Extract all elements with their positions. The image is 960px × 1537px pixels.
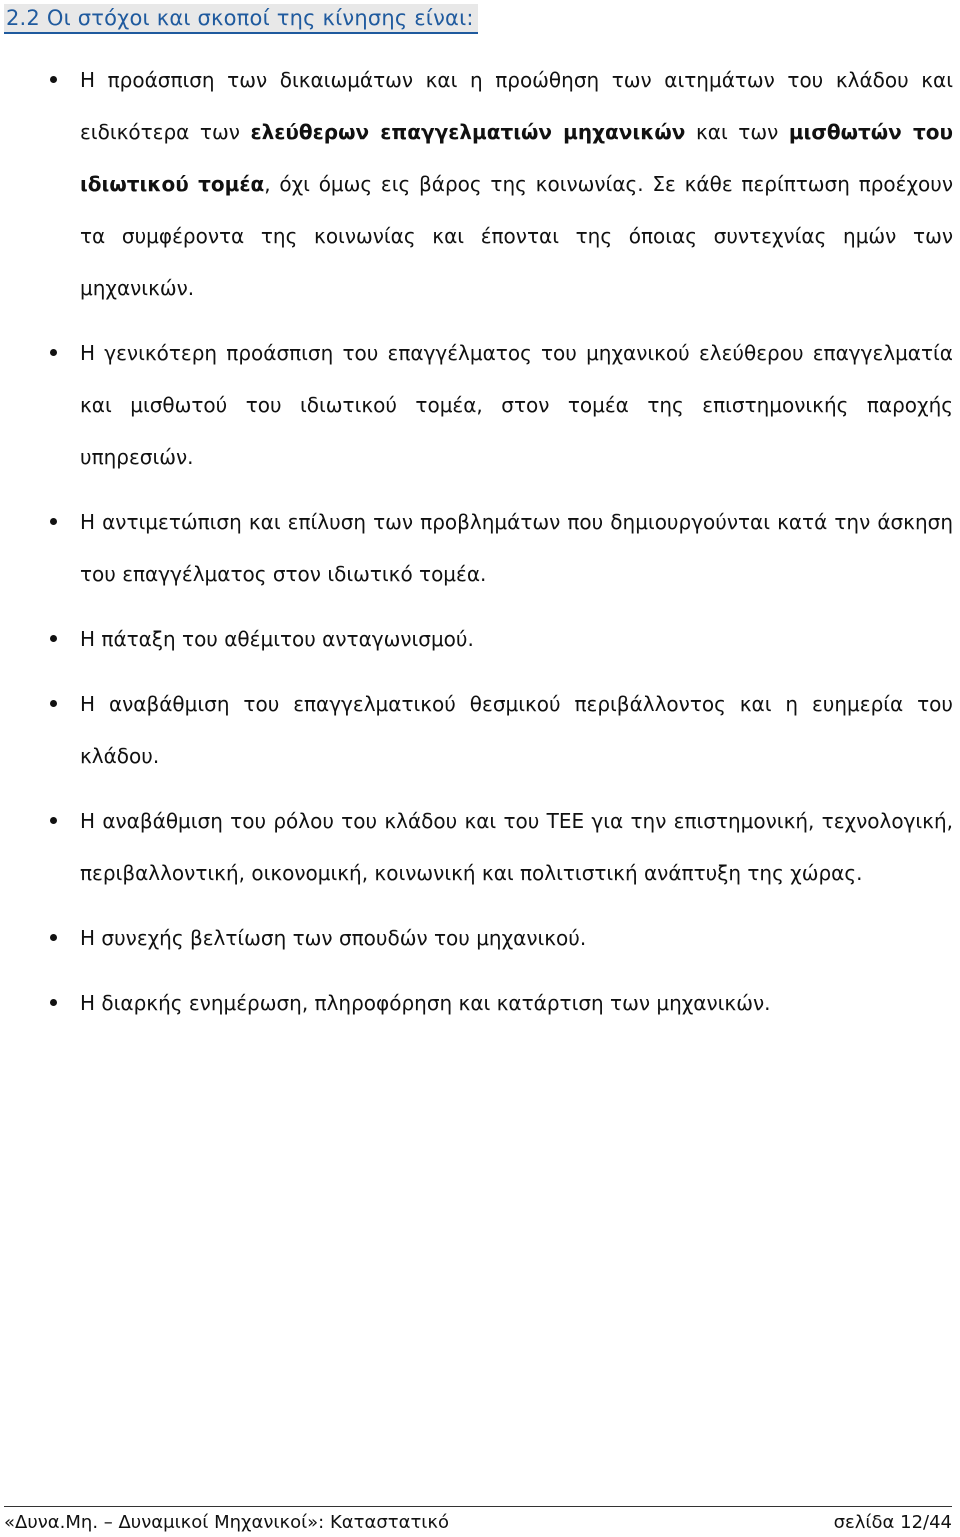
item-bold-text: ελεύθερων επαγγελματιών μηχανικών — [250, 120, 686, 144]
list-item — [50, 795, 953, 899]
bullet-icon — [50, 349, 57, 356]
bullet-icon — [50, 934, 57, 941]
list-item — [50, 912, 953, 964]
footer-page-number: σελίδα 12/44 — [833, 1512, 952, 1533]
list-item — [50, 327, 953, 483]
list-item — [50, 54, 953, 314]
bullet-icon — [50, 817, 57, 824]
bullet-icon — [50, 76, 57, 83]
section-heading: 2.2 Οι στόχοι και σκοποί της κίνησης είναι: — [4, 4, 478, 34]
item-text-part: , όχι όμως εις βάρος της κοινωνίας. Σε κάθε περίπτωση προέχουν τα συμφέροντα της κοινωνίας και έπονται της όποιας συντεχνίας ημών των μηχανικών. — [80, 172, 954, 300]
item-bold-text: μισθωτών του ιδιωτικού τομέα — [80, 120, 953, 196]
bullet-icon — [50, 635, 57, 642]
item-text: Η αναβάθμιση του επαγγελματικού θεσμικού περιβάλλοντος και η ευημερία του κλάδου. — [80, 692, 953, 768]
item-text: Η γενικότερη προάσπιση του επαγγέλματος του μηχανικού ελεύθερου επαγγελματία και μισθωτού του ιδιωτικού τομέα, στον τομέα της επιστημονικής παροχής υπηρεσιών. — [80, 341, 953, 469]
list-item — [50, 977, 953, 1029]
list-item — [50, 613, 953, 665]
item-text-part: και των — [685, 120, 789, 144]
item-text: Η αντιμετώπιση και επίλυση των προβλημάτων που δημιουργούνται κατά την άσκηση του επαγγέλματος στον ιδιωτικό τομέα. — [80, 510, 953, 586]
item-text: Η συνεχής βελτίωση των σπουδών του μηχανικού. — [80, 926, 587, 950]
item-text: Η αναβάθμιση του ρόλου του κλάδου και του ΤΕΕ για την επιστημονική, τεχνολογική, περιβαλλοντική, οικονομική, κοινωνική και πολιτιστική ανάπτυξη της χώρας. — [80, 809, 953, 885]
bullet-icon — [50, 518, 57, 525]
list-item — [50, 678, 953, 782]
item-text: Η διαρκής ενημέρωση, πληροφόρηση και κατάρτιση των μηχανικών. — [80, 991, 771, 1015]
page-footer — [4, 1506, 952, 1534]
item-text: Η πάταξη του αθέμιτου ανταγωνισμού. — [80, 627, 474, 651]
bullet-icon — [50, 999, 57, 1006]
goals-list — [50, 50, 953, 1029]
list-item — [50, 496, 953, 600]
footer-document-title: «Δυνα.Μη. – Δυναμικοί Μηχανικοί»: Καταστατικό — [4, 1512, 449, 1533]
bullet-icon — [50, 700, 57, 707]
item-text-part: Η προάσπιση των δικαιωμάτων και η προώθηση των αιτημάτων του κλάδου και ειδικότερα των — [80, 68, 953, 144]
